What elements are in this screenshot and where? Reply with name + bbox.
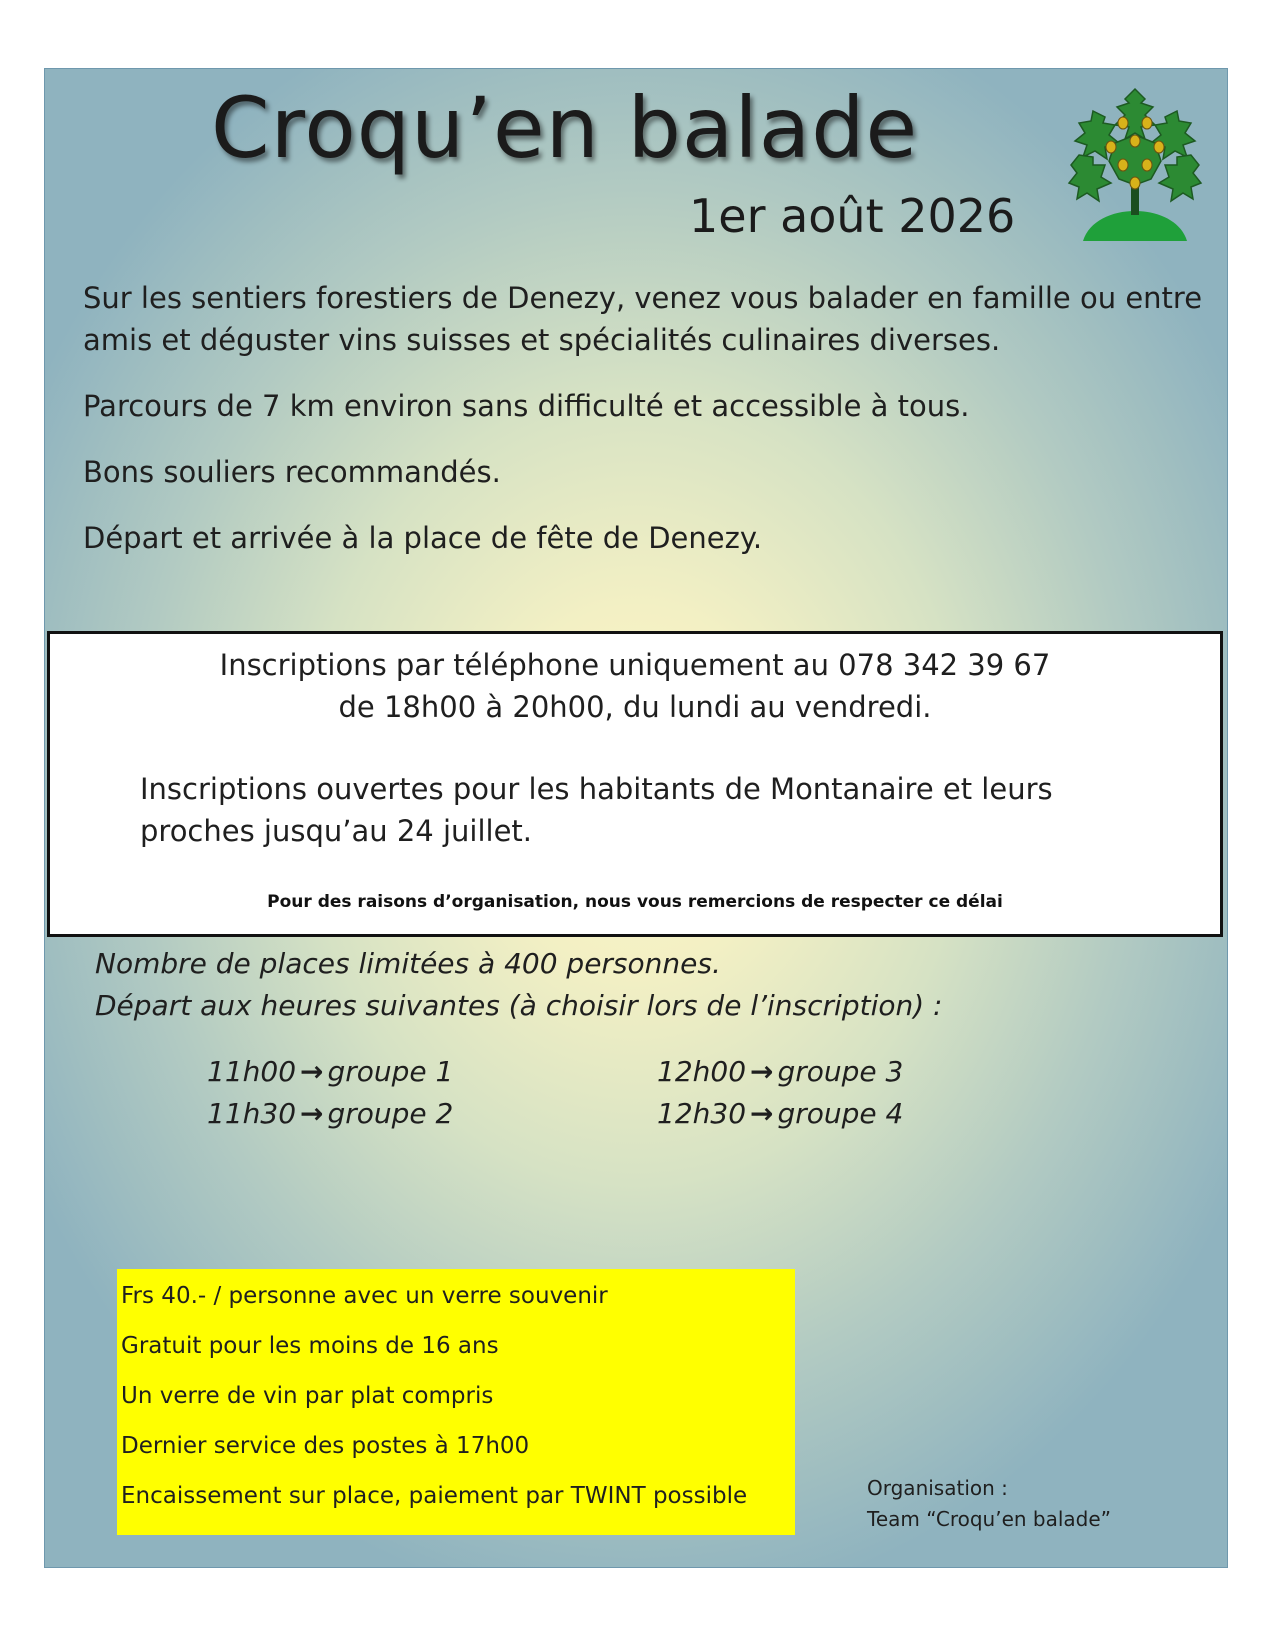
slot-group: groupe 3 (777, 1055, 904, 1088)
organisation-label: Organisation : (867, 1476, 1008, 1500)
pricing-line: Gratuit pour les moins de 16 ans (121, 1333, 499, 1359)
registration-residents-line: proches jusqu’au 24 juillet. (140, 814, 533, 848)
slot-time: 12h00 (657, 1055, 747, 1088)
organisation-credit (867, 1473, 1111, 1535)
slot-group: groupe 1 (327, 1055, 454, 1088)
schedule-slot (657, 1097, 903, 1130)
pricing-box (117, 1269, 795, 1535)
intro-paragraph: Parcours de 7 km environ sans difficulté et accessible à tous. (83, 389, 970, 423)
registration-phone: Inscriptions par téléphone uniquement au 078 342 39 67 (219, 648, 1051, 682)
intro-paragraph: Bons souliers recommandés. (83, 455, 501, 489)
arrow-right-icon: → (750, 1055, 774, 1088)
intro-text (83, 277, 1203, 583)
slot-group: groupe 4 (777, 1097, 904, 1130)
intro-paragraph: Sur les sentiers forestiers de Denezy, venez vous balader en famille ou entre amis et déguster vins suisses et spécialités culinaires diverses. (83, 281, 1203, 357)
schedule-slot (207, 1097, 453, 1130)
pricing-line: Dernier service des postes à 17h00 (121, 1433, 530, 1459)
places-limit: Nombre de places limitées à 400 personnes. (95, 947, 721, 980)
arrow-right-icon: → (300, 1055, 324, 1088)
intro-paragraph: Départ et arrivée à la place de fête de Denezy. (83, 521, 763, 555)
departure-intro: Départ aux heures suivantes (à choisir lors de l’inscription) : (95, 989, 943, 1022)
slot-time: 11h30 (207, 1097, 297, 1130)
organisation-team: Team “Croqu’en balade” (867, 1507, 1112, 1531)
arrow-right-icon: → (750, 1097, 774, 1130)
poster-title: Croqu’en balade (211, 79, 919, 177)
schedule-slot (207, 1055, 453, 1088)
slot-time: 11h00 (207, 1055, 297, 1088)
registration-box (47, 631, 1223, 937)
arrow-right-icon: → (300, 1097, 324, 1130)
oak-tree-crest-icon (1065, 83, 1205, 241)
registration-residents-line: Inscriptions ouvertes pour les habitants de Montanaire et leurs (140, 772, 1053, 806)
event-date: 1er août 2026 (689, 189, 1016, 243)
pricing-line: Un verre de vin par plat compris (121, 1383, 494, 1409)
slot-time: 12h30 (657, 1097, 747, 1130)
places-info (95, 943, 942, 1027)
pricing-line: Frs 40.- / personne avec un verre souvenir (121, 1283, 608, 1309)
event-poster (44, 68, 1228, 1568)
pricing-line: Encaissement sur place, paiement par TWINT possible (121, 1483, 748, 1509)
slot-group: groupe 2 (327, 1097, 454, 1130)
registration-hours: de 18h00 à 20h00, du lundi au vendredi. (338, 690, 932, 724)
schedule-slot (657, 1055, 903, 1088)
registration-residents (140, 768, 1140, 852)
registration-note: Pour des raisons d’organisation, nous vous remercions de respecter ce délai (267, 892, 1003, 912)
